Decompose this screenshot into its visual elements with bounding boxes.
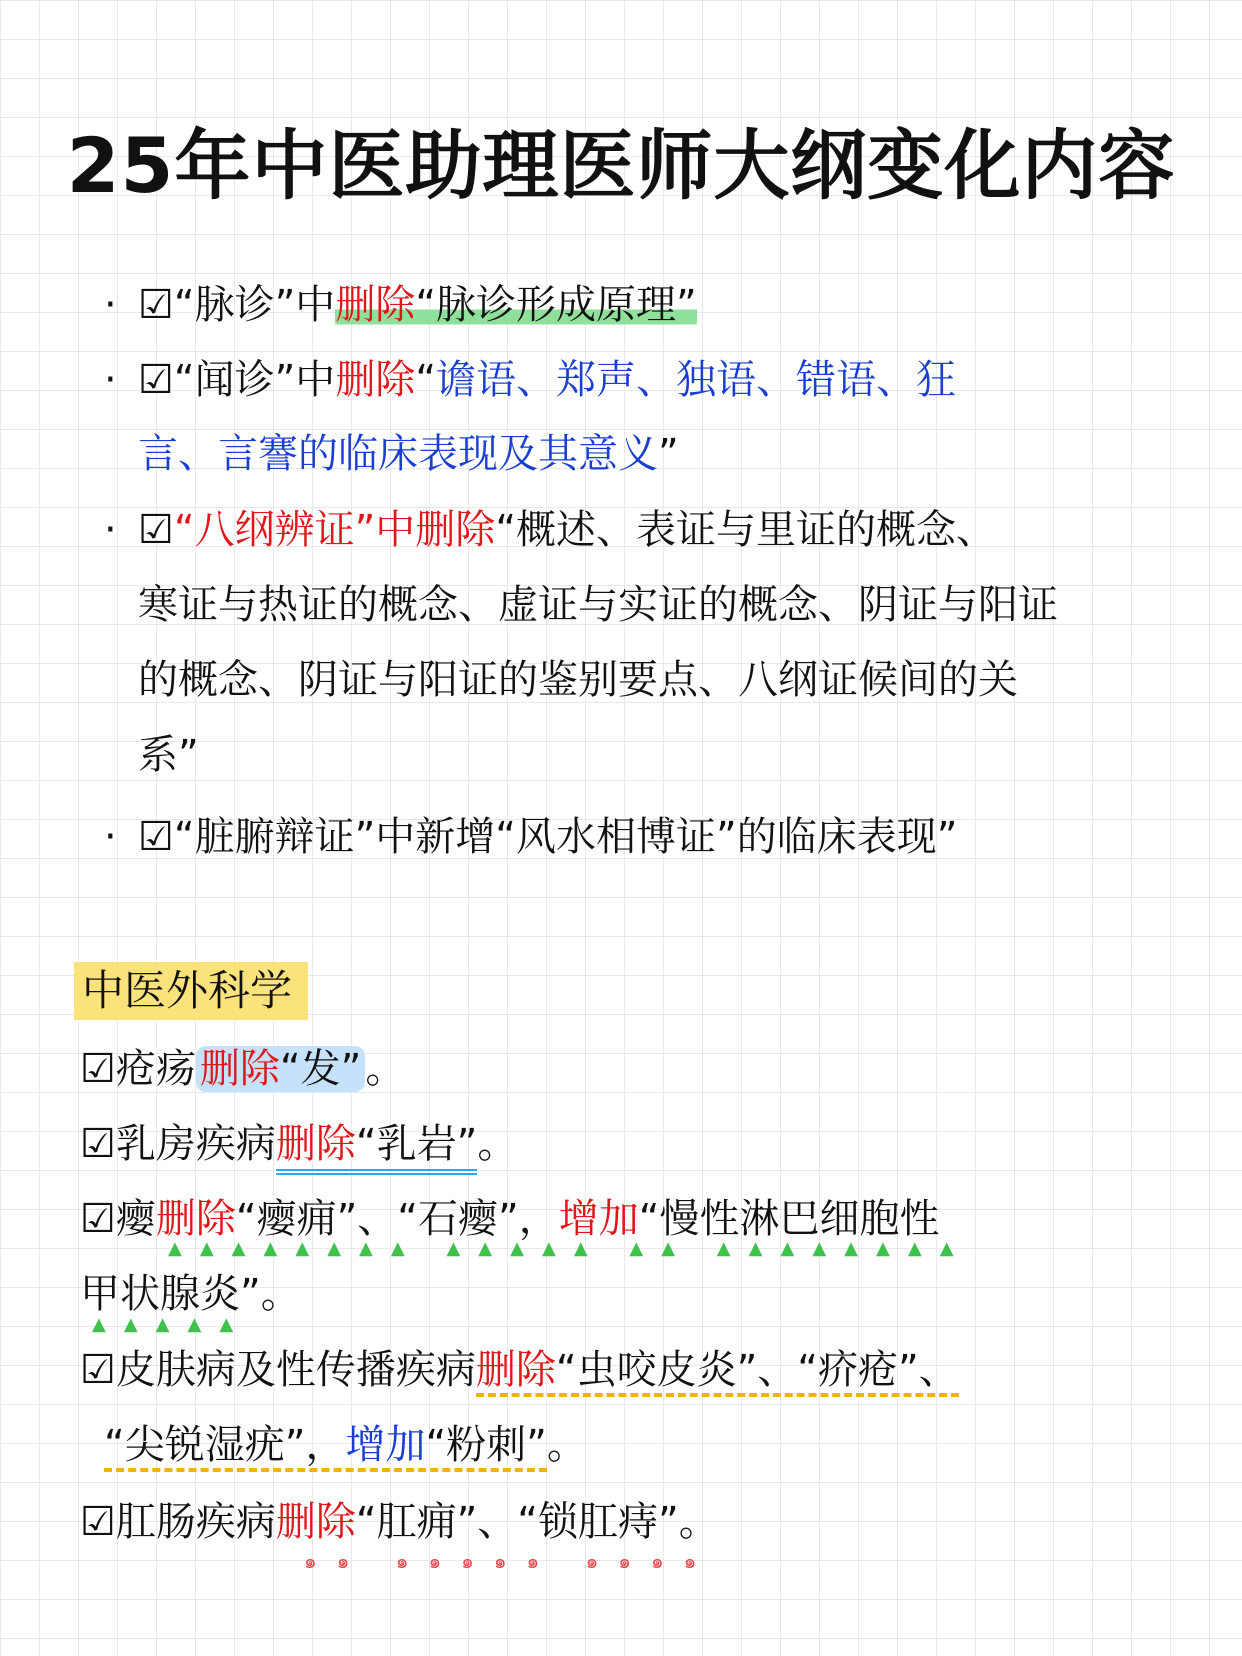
text: “粉刺” [425, 1422, 547, 1468]
text: “脉诊”中 [173, 282, 336, 328]
checkbox-icon: ☑ [138, 507, 174, 553]
text: “慢性淋巴细胞性 [638, 1196, 940, 1242]
underline-dashed [476, 1347, 959, 1397]
line [138, 342, 956, 418]
section-heading [74, 962, 308, 1020]
text: 。 [678, 1499, 719, 1545]
text-red: 删除 [335, 357, 416, 403]
checkbox-icon: ☑ [80, 1347, 116, 1393]
triangle-marks-icon: ▲▲▲▲▲ [92, 1314, 252, 1335]
text: “肛痈”、“锁肛痔” [355, 1499, 679, 1545]
checkbox-icon: ☑ [138, 282, 174, 328]
section-entry-cont [104, 1407, 587, 1483]
text-blue: 增加 [345, 1422, 426, 1468]
section-entry [80, 1106, 517, 1182]
highlight-blue [196, 1046, 365, 1092]
line [138, 799, 957, 875]
bullet: · [104, 357, 117, 403]
section-entry [80, 1332, 959, 1408]
text-blue: 言、言謇的临床表现及其意义 [138, 431, 658, 477]
checkbox-icon: ☑ [80, 1121, 116, 1167]
text: “概述、表证与里证的概念、 [495, 507, 997, 553]
text: 瘿 [115, 1196, 156, 1242]
wavy-marks-icon: ๑๑ ๑๑๑๑๑ ๑๑๑๑ [304, 1549, 717, 1573]
text: “脏腑辩证”中新增“风水相博证”的临床表现” [173, 814, 958, 860]
underline-double [276, 1121, 477, 1175]
underline-dashed [104, 1422, 547, 1472]
text-red: 删除 [155, 1196, 236, 1242]
line [138, 492, 996, 568]
bullet: · [104, 282, 117, 328]
checkbox-icon: ☑ [138, 814, 174, 860]
bullet: · [104, 814, 117, 860]
text: “脉诊形成原理” [415, 282, 697, 328]
text-red: 删除 [275, 1121, 356, 1167]
text: “虫咬皮炎”、“疥疮”、 [555, 1347, 959, 1393]
line [138, 416, 679, 492]
text-red: 删除 [475, 1347, 556, 1393]
text: 。 [477, 1121, 518, 1167]
line: 的概念、阴证与阳证的鉴别要点、八纲证候间的关 [138, 657, 1018, 703]
line: 系” [138, 732, 199, 778]
section-heading-text: 中医外科学 [82, 966, 293, 1015]
bullet: · [104, 507, 117, 553]
text: ” [658, 431, 679, 477]
text: 甲状腺炎”。 [80, 1271, 301, 1317]
text: 乳房疾病 [115, 1121, 276, 1167]
highlight-green [335, 282, 696, 328]
section-entry [80, 1031, 405, 1107]
line [138, 267, 697, 343]
checkbox-icon: ☑ [80, 1499, 116, 1545]
text-blue: 谵语、郑声、独语、错语、狂 [436, 357, 957, 403]
text-red: 增加 [558, 1196, 639, 1242]
text: “闻诊”中 [173, 357, 336, 403]
text: “发” [279, 1046, 362, 1092]
text: 疮疡 [115, 1046, 196, 1092]
text-red: 删除 [199, 1046, 280, 1092]
text: “瘿痈”、“石瘿”， [235, 1196, 559, 1242]
checkbox-icon: ☑ [80, 1046, 116, 1092]
text: 皮肤病及性传播疾病 [115, 1347, 476, 1393]
page-title: 25年中医助理医师大纲变化内容 [66, 121, 1176, 210]
checkbox-icon: ☑ [80, 1196, 116, 1242]
checkbox-icon: ☑ [138, 357, 174, 403]
triangle-marks-icon: ▲▲▲▲▲▲▲▲ ▲▲▲▲▲ ▲▲ ▲▲▲▲▲▲▲▲ [168, 1238, 972, 1259]
text: 。 [365, 1046, 406, 1092]
text: “尖锐湿疣”， [104, 1422, 346, 1468]
text: “ [415, 357, 437, 403]
text: 肛肠疾病 [115, 1499, 276, 1545]
text-red: 删除 [275, 1499, 356, 1545]
text: “乳岩” [355, 1121, 478, 1167]
line: 寒证与热证的概念、虚证与实证的概念、阴证与阳证 [138, 582, 1058, 628]
text-red: “八纲辨证”中删除 [173, 507, 496, 553]
text-red: 删除 [335, 282, 416, 328]
text: 。 [546, 1422, 587, 1468]
